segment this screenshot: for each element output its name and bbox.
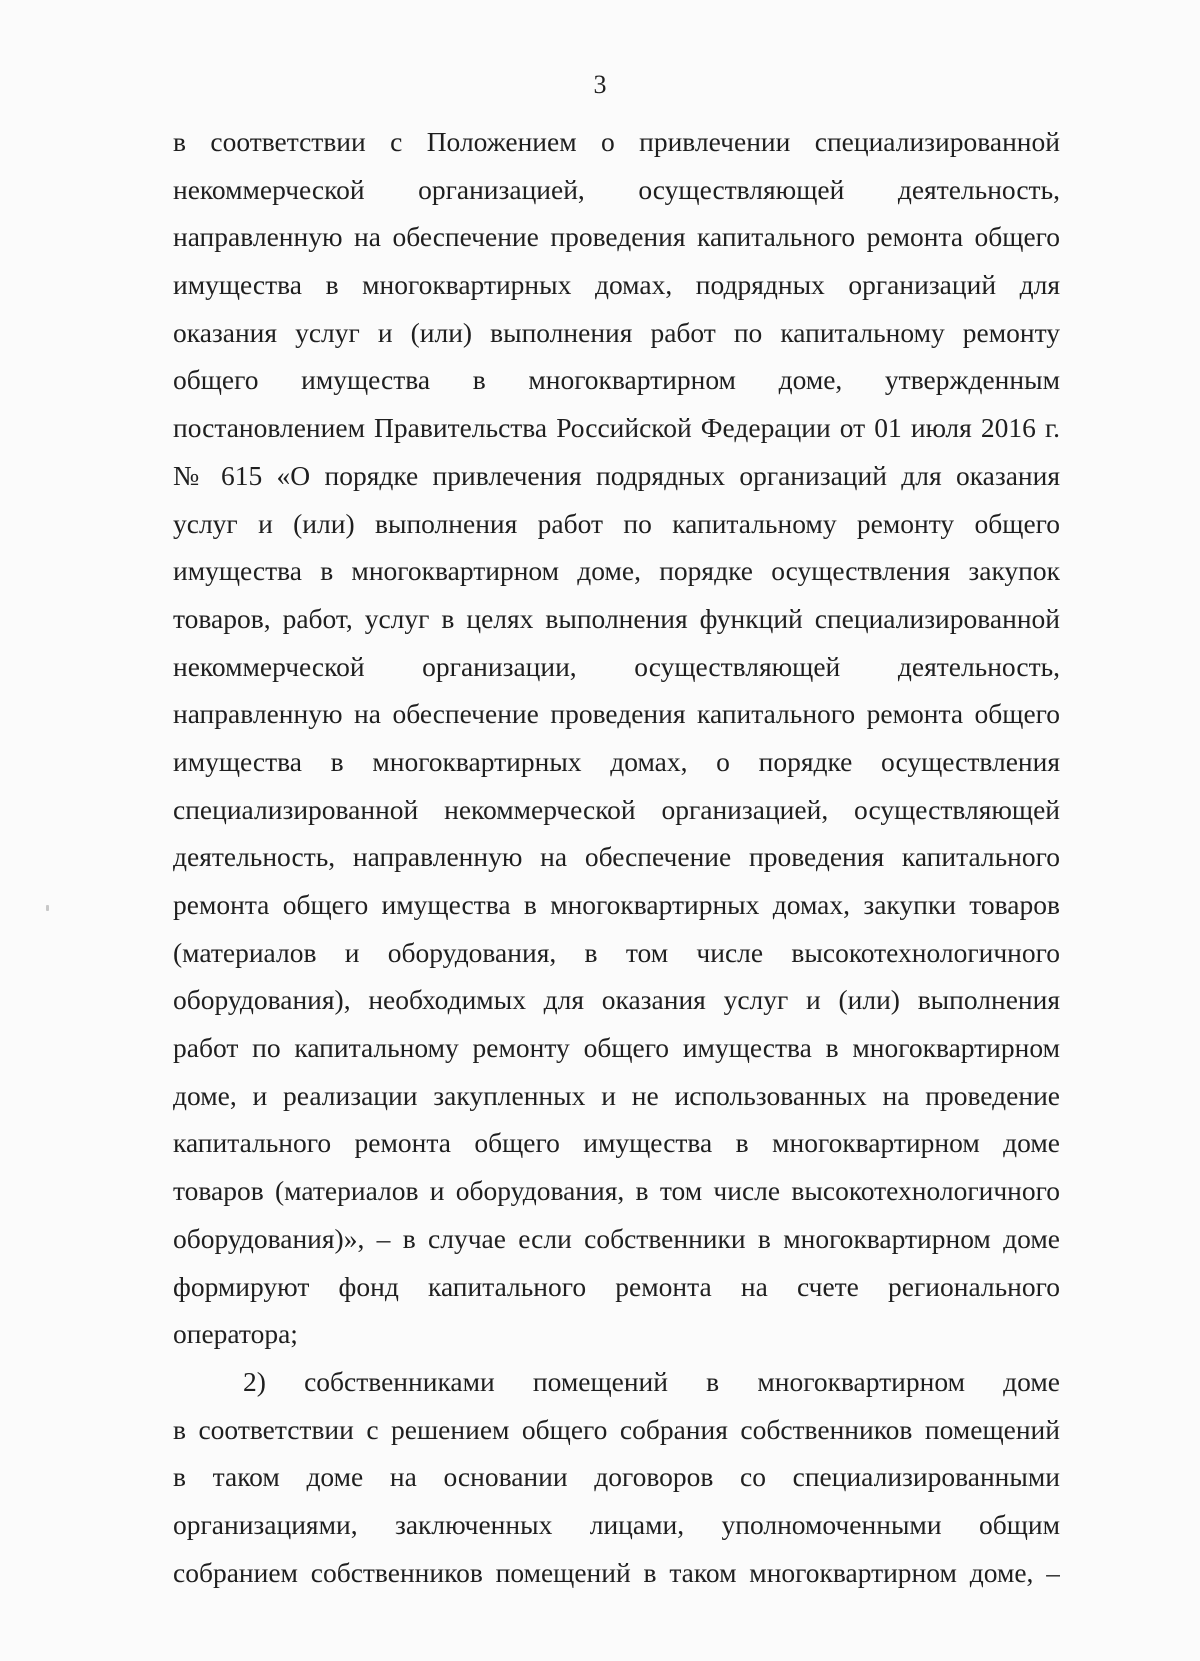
text-line: оказания услуг и (или) выполнения работ по капитальному ремонту xyxy=(173,316,1060,348)
text-line: товаров, работ, услуг в целях выполнения функций специализированной xyxy=(173,602,1060,634)
text-line: доме, и реализации закупленных и не использованных на проведение xyxy=(173,1079,1060,1111)
text-line: в таком доме на основании договоров со специализированными xyxy=(173,1461,1060,1493)
text-line: (материалов и оборудования, в том числе высокотехнологичного xyxy=(173,936,1060,968)
text-line: некоммерческой организации, осуществляющей деятельность, xyxy=(173,650,1060,682)
page-number: 3 xyxy=(593,70,607,99)
text-line: постановлением Правительства Российской Федерации от 01 июля 2016 г. xyxy=(173,412,1060,444)
body-text xyxy=(173,118,1060,1596)
paragraph-2 xyxy=(173,1358,1060,1596)
text-line: направленную на обеспечение проведения капитального ремонта общего xyxy=(173,698,1060,730)
text-line: работ по капитальному ремонту общего имущества в многоквартирном xyxy=(173,1032,1060,1064)
text-line: в соответствии с решением общего собрания собственников помещений xyxy=(173,1413,1060,1445)
text-line: специализированной некоммерческой организацией, осуществляющей xyxy=(173,793,1060,825)
text-line: оборудования)», – в случае если собственники в многоквартирном доме xyxy=(173,1222,1060,1254)
text-line: направленную на обеспечение проведения капитального ремонта общего xyxy=(173,221,1060,253)
text-line: оборудования), необходимых для оказания услуг и (или) выполнения xyxy=(173,984,1060,1016)
text-line: организациями, заключенных лицами, уполномоченными общим xyxy=(173,1508,1060,1540)
paragraph-1 xyxy=(173,118,1060,1358)
text-line: капитального ремонта общего имущества в многоквартирном доме xyxy=(173,1127,1060,1159)
text-line: имущества в многоквартирных домах, подрядных организаций для xyxy=(173,269,1060,301)
text-line: оператора; xyxy=(173,1318,298,1350)
text-line: услуг и (или) выполнения работ по капитальному ремонту общего xyxy=(173,507,1060,539)
text-line: товаров (материалов и оборудования, в том числе высокотехнологичного xyxy=(173,1175,1060,1207)
text-line: в соответствии с Положением о привлечении специализированной xyxy=(173,126,1060,157)
text-line: № 615 «О порядке привлечения подрядных организаций для оказания xyxy=(173,459,1060,491)
text-line: формируют фонд капитального ремонта на счете регионального xyxy=(173,1270,1060,1302)
text-line: имущества в многоквартирном доме, порядке осуществления закупок xyxy=(173,555,1060,587)
text-line: общего имущества в многоквартирном доме, утвержденным xyxy=(173,364,1060,396)
text-line: имущества в многоквартирных домах, о порядке осуществления xyxy=(173,745,1060,777)
text-line: 2) собственниками помещений в многоквартирном доме xyxy=(243,1365,1060,1397)
text-line: деятельность, направленную на обеспечение проведения капитального xyxy=(173,841,1060,873)
text-line: некоммерческой организацией, осуществляющей деятельность, xyxy=(173,173,1060,205)
scan-artifact xyxy=(46,905,49,911)
text-line: ремонта общего имущества в многоквартирных домах, закупки товаров xyxy=(173,889,1060,920)
text-line: собранием собственников помещений в таком многоквартирном доме, – xyxy=(173,1556,1060,1588)
